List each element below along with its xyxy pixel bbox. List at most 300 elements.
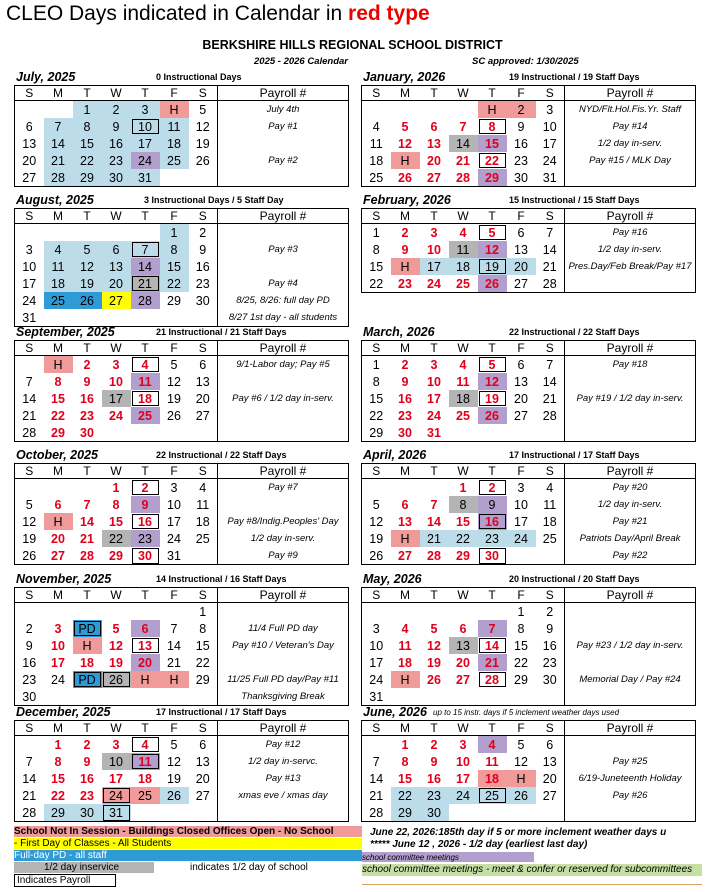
day-cell — [102, 603, 131, 621]
weekday-label: T — [73, 341, 102, 356]
day-cell: 6 — [546, 737, 554, 752]
day-cell: 29 — [167, 293, 181, 308]
day-cell: 18 — [195, 514, 210, 529]
day-cell — [15, 603, 44, 621]
week-row — [15, 224, 349, 242]
day-cell: 18 — [80, 655, 94, 670]
day-cell — [507, 547, 536, 565]
day-cell: 24 — [51, 672, 65, 687]
day-cell — [420, 603, 449, 621]
day-cell: 6 — [54, 497, 62, 512]
day-cell: 30 — [102, 169, 131, 187]
day-cell — [160, 804, 189, 822]
day-cell: 12 — [478, 241, 507, 258]
day-cell — [478, 603, 507, 621]
week-row — [362, 275, 696, 293]
day-cell: 14 — [542, 242, 557, 257]
day-cell: 16 — [22, 655, 37, 670]
weekday-label: W — [449, 464, 478, 479]
day-cell: 25 — [478, 787, 507, 804]
weekday-label: T — [420, 209, 449, 224]
day-cell: 5 — [170, 737, 178, 752]
day-cell: 20 — [456, 655, 470, 670]
payroll-note — [218, 373, 349, 390]
week-row — [362, 479, 696, 497]
day-cell: 18 — [131, 390, 160, 407]
day-cell: 10 — [109, 374, 123, 389]
week-row — [362, 496, 696, 513]
week-row — [362, 513, 696, 530]
payroll-header: Payroll # — [218, 588, 349, 603]
month-header — [14, 448, 349, 463]
month-name: August, 2025 — [16, 193, 94, 207]
day-cell — [160, 424, 189, 442]
day-cell: 27 — [398, 548, 412, 563]
weekday-label: S — [189, 588, 218, 603]
day-cell: 13 — [449, 637, 478, 654]
day-cell: 7 — [546, 357, 554, 372]
day-cell: 4 — [478, 736, 507, 754]
day-cell — [131, 804, 160, 822]
week-row — [362, 258, 696, 275]
weekday-label: M — [391, 209, 420, 224]
day-cell: 26 — [167, 408, 181, 423]
day-cell: 11 — [160, 118, 189, 135]
weekday-label: T — [73, 464, 102, 479]
day-cell — [449, 804, 478, 822]
day-cell: 25 — [195, 531, 210, 546]
day-cell: 6 — [199, 737, 207, 752]
day-cell: 16 — [427, 771, 441, 786]
day-cell: 10 — [427, 242, 441, 257]
month-block — [14, 325, 349, 442]
payroll-note: 11/25 Full PD day/Pay #11 — [218, 671, 349, 688]
month-name: January, 2026 — [363, 70, 446, 84]
month-table — [14, 340, 349, 442]
weekday-label: W — [102, 209, 131, 224]
day-cell: H — [391, 152, 420, 169]
weekday-label: M — [391, 721, 420, 736]
day-cell — [131, 309, 160, 327]
day-cell — [102, 309, 131, 327]
payroll-note: Pay #26 — [565, 787, 696, 804]
day-cell — [160, 688, 189, 706]
day-cell: 1 — [401, 737, 409, 752]
day-cell: 7 — [430, 497, 438, 512]
week-row — [15, 292, 349, 309]
week-row — [15, 637, 349, 654]
payroll-note: 1/2 day in-serv. — [565, 496, 696, 513]
weekday-label: T — [420, 464, 449, 479]
day-cell: 19 — [195, 136, 210, 151]
day-cell: 24 — [167, 531, 181, 546]
day-cell: 8 — [160, 241, 189, 258]
week-row — [15, 309, 349, 327]
weekday-header-row — [15, 209, 349, 224]
weekday-label: S — [536, 588, 565, 603]
day-cell: 9 — [83, 374, 91, 389]
weekday-header-row — [15, 464, 349, 479]
day-cell: 7 — [25, 374, 33, 389]
weekday-label: S — [189, 341, 218, 356]
month-table — [361, 463, 696, 565]
week-row — [15, 603, 349, 621]
month-day-count: 0 Instructional Days — [156, 72, 242, 82]
weekday-header-row — [362, 86, 696, 101]
day-cell: 8 — [54, 754, 62, 769]
day-cell: 11 — [369, 136, 383, 151]
day-cell: 10 — [542, 119, 557, 134]
weekday-label: M — [44, 341, 73, 356]
day-cell: 2 — [83, 737, 91, 752]
day-cell: 26 — [369, 548, 384, 563]
day-cell: 4 — [546, 480, 554, 495]
weekday-header-row — [15, 721, 349, 736]
day-cell: 27 — [102, 292, 131, 309]
day-cell — [44, 101, 73, 119]
legend-not-in-session: School Not In Session - Buildings Closed Offices Open - No School — [14, 826, 362, 837]
day-cell: 15 — [478, 135, 507, 152]
payroll-note: Pay #14 — [565, 118, 696, 135]
day-cell: 6 — [401, 497, 409, 512]
month-header — [361, 448, 696, 463]
month-block — [361, 572, 696, 706]
payroll-note — [565, 688, 696, 706]
day-cell: 18 — [44, 275, 73, 292]
day-cell: 7 — [44, 118, 73, 135]
day-cell: 18 — [449, 390, 478, 407]
payroll-note: Pay #22 — [565, 547, 696, 565]
day-cell: 28 — [131, 292, 160, 309]
weekday-label: M — [44, 86, 73, 101]
day-cell: 12 — [369, 514, 384, 529]
day-cell — [507, 688, 536, 706]
day-cell: 4 — [401, 621, 409, 636]
weekday-label: W — [449, 721, 478, 736]
day-cell: 8 — [54, 374, 62, 389]
payroll-note: 1/2 day in-serv. — [565, 135, 696, 152]
weekday-label: T — [420, 86, 449, 101]
weekday-label: W — [102, 588, 131, 603]
day-cell: 24 — [102, 787, 131, 804]
day-cell: 21 — [44, 152, 73, 169]
month-name: February, 2026 — [363, 193, 451, 207]
week-row — [15, 390, 349, 407]
day-cell — [189, 804, 218, 822]
day-cell: PD — [73, 620, 102, 637]
payroll-note: Pay #23 / 1/2 day in-serv. — [565, 637, 696, 654]
day-cell — [102, 424, 131, 442]
day-cell: 20 — [102, 275, 131, 292]
day-cell — [391, 603, 420, 621]
calendar-label: 2025 - 2026 Calendar — [254, 56, 349, 67]
month-day-count: 22 Instructional / 22 Staff Days — [156, 450, 287, 460]
day-cell: 10 — [102, 753, 131, 770]
day-cell — [160, 309, 189, 327]
day-cell: 21 — [542, 391, 557, 406]
day-cell: 5 — [112, 621, 120, 636]
day-cell: 24 — [369, 672, 384, 687]
day-cell: 30 — [420, 804, 449, 822]
day-cell — [73, 603, 102, 621]
month-day-count: 17 Instructional / 17 Staff Days — [509, 450, 640, 460]
week-row — [15, 530, 349, 547]
payroll-note — [218, 496, 349, 513]
payroll-note — [218, 424, 349, 442]
week-row — [362, 224, 696, 242]
day-cell: 27 — [22, 170, 37, 185]
day-cell: 7 — [546, 225, 554, 240]
month-day-count: 22 Instructional / 22 Staff Days — [509, 327, 640, 337]
day-cell: 8 — [449, 496, 478, 513]
day-cell: H — [160, 671, 189, 688]
month-name: April, 2026 — [363, 448, 427, 462]
day-cell — [131, 603, 160, 621]
day-cell: 13 — [195, 374, 210, 389]
day-cell: 12 — [427, 638, 441, 653]
day-cell: 23 — [195, 276, 210, 291]
day-cell: 7 — [83, 497, 91, 512]
payroll-note: Pay #8/Indig.Peoples' Day — [218, 513, 349, 530]
day-cell: 23 — [514, 153, 528, 168]
day-cell: 3 — [112, 357, 120, 372]
week-row — [362, 804, 696, 822]
week-row — [362, 671, 696, 688]
day-cell: 27 — [456, 672, 470, 687]
day-cell: 31 — [22, 310, 37, 325]
day-cell: 15 — [195, 638, 210, 653]
day-cell: 12 — [167, 374, 181, 389]
day-cell: 22 — [160, 275, 189, 292]
legend-first-day: - First Day of Classes - All Students — [14, 838, 362, 849]
day-cell: 31 — [167, 548, 181, 563]
payroll-note: 1/2 day in-serv. — [218, 530, 349, 547]
day-cell: 3 — [517, 480, 525, 495]
day-cell: 2 — [199, 225, 207, 240]
week-row — [15, 620, 349, 637]
day-cell: 1 — [199, 604, 207, 619]
day-cell: 3 — [372, 621, 380, 636]
day-cell: 2 — [102, 101, 131, 119]
week-row — [15, 770, 349, 787]
payroll-note: Pay #6 / 1/2 day in-serv. — [218, 390, 349, 407]
day-cell: 26 — [22, 548, 37, 563]
day-cell: 24 — [542, 153, 557, 168]
day-cell: H — [391, 530, 420, 547]
month-block — [361, 448, 696, 565]
payroll-note — [218, 169, 349, 187]
day-cell: 3 — [131, 101, 160, 119]
payroll-header: Payroll # — [565, 86, 696, 101]
week-row — [362, 770, 696, 787]
month-header — [361, 325, 696, 340]
week-row — [15, 118, 349, 135]
week-row — [15, 169, 349, 187]
payroll-note — [565, 804, 696, 822]
day-cell: 8 — [517, 621, 525, 636]
day-cell: 12 — [398, 136, 412, 151]
month-day-count: 3 Instructional Days / 5 Staff Day — [144, 195, 284, 205]
day-cell: 25 — [131, 787, 160, 804]
day-cell — [102, 688, 131, 706]
day-cell: 1 — [112, 480, 120, 495]
weekday-label: M — [44, 209, 73, 224]
day-cell: 19 — [478, 390, 507, 407]
day-cell — [44, 603, 73, 621]
month-block — [361, 325, 696, 442]
day-cell — [362, 603, 391, 621]
day-cell: 16 — [131, 513, 160, 530]
week-row — [362, 654, 696, 671]
weekday-label: T — [131, 464, 160, 479]
day-cell: 20 — [507, 258, 536, 275]
day-cell: 7 — [170, 621, 178, 636]
payroll-header: Payroll # — [218, 209, 349, 224]
day-cell: 14 — [449, 135, 478, 152]
weekday-label: M — [391, 86, 420, 101]
day-cell: 19 — [167, 771, 181, 786]
day-cell: 3 — [112, 737, 120, 752]
payroll-note — [565, 620, 696, 637]
payroll-note: 9/1-Labor day; Pay #5 — [218, 356, 349, 374]
payroll-note: 11/4 Full PD day — [218, 620, 349, 637]
month-header — [14, 70, 349, 85]
weekday-label: S — [189, 721, 218, 736]
day-cell: 1 — [160, 224, 189, 242]
day-cell — [391, 688, 420, 706]
day-cell: 20 — [131, 654, 160, 671]
day-cell — [478, 804, 507, 822]
payroll-note: Patriots Day/April Break — [565, 530, 696, 547]
day-cell: 2 — [401, 357, 409, 372]
day-cell: H — [507, 770, 536, 787]
weekday-label: F — [160, 209, 189, 224]
legend-half-day: 1/2 day inservice — [14, 862, 154, 873]
weekday-label: T — [131, 341, 160, 356]
day-cell: 26 — [160, 787, 189, 804]
week-row — [362, 373, 696, 390]
day-cell: 25 — [160, 152, 189, 169]
day-cell: 23 — [131, 530, 160, 547]
week-row — [15, 479, 349, 497]
day-cell: 16 — [102, 135, 131, 152]
payroll-note — [565, 424, 696, 442]
june-note-185: June 22, 2026:185th day if 5 or more inclement weather days u — [370, 827, 667, 838]
day-cell: 27 — [51, 548, 65, 563]
weekday-label: W — [102, 86, 131, 101]
day-cell: 17 — [427, 391, 441, 406]
day-cell — [449, 603, 478, 621]
day-cell: 27 — [542, 788, 557, 803]
day-cell: 25 — [369, 170, 384, 185]
day-cell: 25 — [456, 276, 470, 291]
day-cell: 11 — [398, 638, 412, 653]
day-cell: 7 — [459, 119, 467, 134]
footer-line — [362, 884, 702, 885]
week-row — [15, 275, 349, 292]
day-cell: 16 — [514, 136, 528, 151]
weekday-header-row — [362, 721, 696, 736]
day-cell — [189, 688, 218, 706]
day-cell: 9 — [517, 119, 525, 134]
weekday-label: F — [160, 588, 189, 603]
month-header — [14, 193, 349, 208]
day-cell: 17 — [167, 514, 181, 529]
day-cell: 10 — [22, 259, 37, 274]
weekday-label: F — [507, 209, 536, 224]
day-cell: 17 — [369, 655, 384, 670]
day-cell: 8 — [401, 754, 409, 769]
week-row — [15, 407, 349, 424]
day-cell — [189, 424, 218, 442]
day-cell: 24 — [109, 408, 123, 423]
week-row — [15, 753, 349, 770]
day-cell: 5 — [478, 224, 507, 242]
day-cell: 26 — [478, 407, 507, 424]
day-cell: H — [73, 637, 102, 654]
day-cell: 2 — [131, 479, 160, 497]
weekday-label: S — [15, 464, 44, 479]
day-cell: 3 — [459, 737, 467, 752]
day-cell: 19 — [22, 531, 37, 546]
day-cell: 12 — [109, 638, 123, 653]
payroll-header: Payroll # — [565, 209, 696, 224]
day-cell: 13 — [22, 136, 37, 151]
day-cell: 29 — [73, 169, 102, 187]
day-cell: 22 — [51, 408, 65, 423]
title-red-text: red type — [348, 2, 430, 25]
month-header — [14, 572, 349, 587]
day-cell — [478, 424, 507, 442]
day-cell — [362, 736, 391, 754]
day-cell — [15, 224, 44, 242]
month-name: June, 2026 — [363, 705, 427, 719]
day-cell — [536, 424, 565, 442]
day-cell — [189, 547, 218, 565]
day-cell: 28 — [22, 425, 37, 440]
month-day-count: 19 Instructional / 19 Staff Days — [509, 72, 640, 82]
day-cell: 10 — [167, 497, 181, 512]
day-cell — [536, 804, 565, 822]
month-block — [361, 193, 696, 293]
day-cell — [15, 736, 44, 754]
day-cell: 8 — [478, 118, 507, 135]
day-cell — [73, 309, 102, 327]
day-cell: 24 — [131, 152, 160, 169]
day-cell: 10 — [427, 374, 441, 389]
week-row — [15, 736, 349, 754]
day-cell: 5 — [430, 621, 438, 636]
day-cell: 31 — [131, 169, 160, 187]
day-cell: 12 — [73, 258, 102, 275]
week-row — [362, 424, 696, 442]
day-cell: 30 — [514, 170, 528, 185]
weekday-label: S — [362, 341, 391, 356]
day-cell: 21 — [420, 530, 449, 547]
month-block — [14, 193, 349, 327]
weekday-label: T — [420, 588, 449, 603]
day-cell: 7 — [131, 241, 160, 258]
day-cell: 6 — [430, 119, 438, 134]
week-row — [15, 356, 349, 374]
day-cell: 4 — [44, 241, 73, 258]
weekday-label: F — [160, 721, 189, 736]
weekday-label: S — [362, 464, 391, 479]
month-day-count: 20 Instructional / 20 Staff Days — [509, 574, 640, 584]
day-cell: 14 — [369, 771, 384, 786]
weekday-label: F — [160, 464, 189, 479]
day-cell: 14 — [44, 135, 73, 152]
